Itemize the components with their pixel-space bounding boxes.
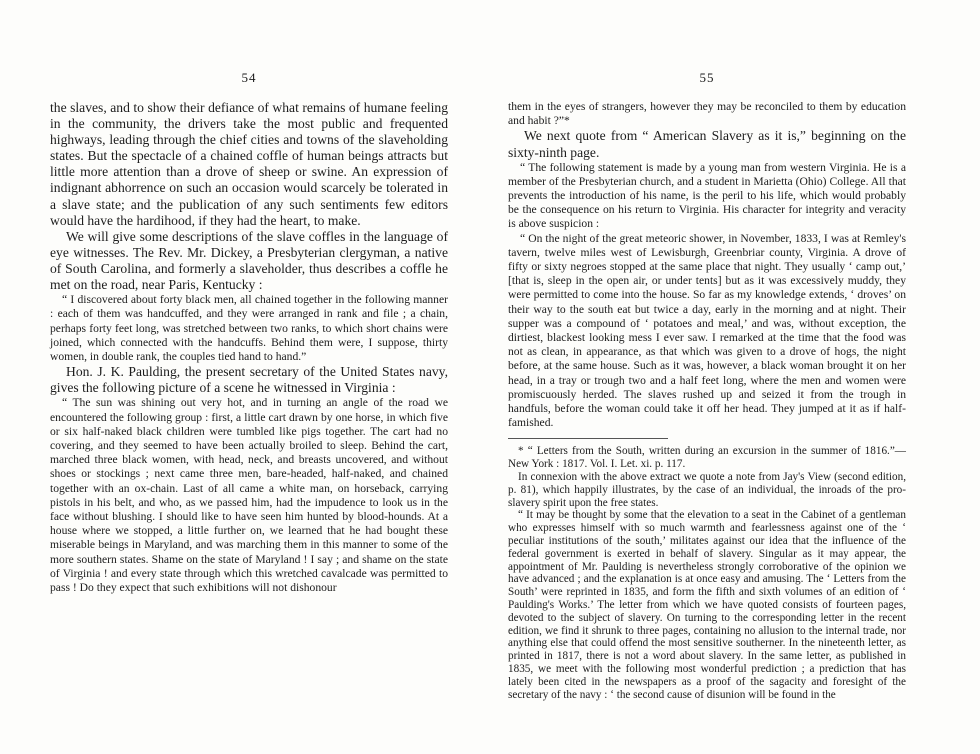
block-quote: “ I discovered about forty black men, all chained together in the following manner : each of them was handcuffed, and they were arranged in rank and file ; a chain, perhaps forty feet long, was stretched between two ranks, to which short chains were joined, which connected with the handcuffs. Behind them were, I suppose, thirty women, in double rank, the couples tied hand to hand.” — [50, 293, 448, 363]
footnote-divider — [508, 438, 668, 439]
paragraph: We will give some descriptions of the slave coffles in the language of eye witnesses. The Rev. Mr. Dickey, a Presbyterian clergyman, a native of South Carolina, and formerly a slaveholder, thus describes a coffle he met on the road, near Paris, Kentucky : — [50, 228, 448, 293]
page-number-right: 55 — [699, 70, 715, 85]
left-page-body — [50, 100, 448, 595]
paragraph: We next quote from “ American Slavery as it is,” beginning on the sixty-ninth page. — [508, 128, 906, 160]
paragraph: Hon. J. K. Paulding, the present secretary of the United States navy, gives the following picture of a scene he witnessed in Virginia : — [50, 364, 448, 396]
right-page — [508, 0, 906, 701]
block-quote: them in the eyes of strangers, however they may be reconciled to them by education and habit ?”* — [508, 100, 906, 128]
paragraph: the slaves, and to show their defiance of what remains of humane feeling in the community, the drivers take the most public and frequented highways, leading through the chief cities and towns of the slaveholding states. But the spectacle of a chained coffle of human beings attracts but little more attention than a drove of sheep or swine. An expression of indignant abhorrence on such an occasion would scarcely be tolerated in a slave state; and the publication of any such sentiments few editors would have the hardihood, if they had the heart, to make. — [50, 100, 448, 228]
right-page-body — [508, 100, 906, 701]
block-quote: “ The following statement is made by a young man from western Virginia. He is a member of the Presbyterian church, and a student in Marietta (Ohio) College. All that prevents the introduction of his name, is the peril to his life, which would probably be the consequence on his return to Virginia. His character for integrity and veracity is above suspicion : — [508, 160, 906, 231]
block-quote: “ On the night of the great meteoric shower, in November, 1833, I was at Remley's tavern, twelve miles west of Lewisburgh, Greenbriar county, Virginia. A drove of fifty or sixty negroes stopped at the same place that night. They usually ‘ camp out,’ [that is, sleep in the open air, or under tents] but as it was excessively muddy, they were permitted to come into the house. So far as my knowledge extends, ‘ droves’ on their way to the south eat but twice a day, early in the morning and at night. Their supper was a compound of ‘ potatoes and meal,’ and was, without exception, the dirtiest, blackest looking mess I ever saw. I remarked at the time that the food was not as clean, in appearance, as that which was given to a drove of hogs, the night before, at the same house. Such as it was, however, a black woman brought it on her head, in a tray or trough two and a half feet long, where the men and women were promiscuously herded. The slaves rushed up and seized it from the trough in handfuls, before the woman could take it off her head. They jumped at it as if half-famished. — [508, 231, 906, 430]
block-quote: “ The sun was shining out very hot, and in turning an angle of the road we encountered the following group : first, a little cart drawn by one horse, in which five or six half-naked black children were tumbled like pigs together. The cart had no covering, and they seemed to have been actually broiled to sleep. Behind the cart, marched three black women, with head, neck, and breasts uncovered, and without shoes or stockings ; next came three men, bare-headed, half-naked, and chained together with an ox-chain. Last of all came a white man, on horseback, carrying pistols in his belt, and who, as we passed him, had the impudence to look us in the face without blushing. I should like to have seen him hunted by blood-hounds. At a house where we stopped, a little further on, we learned that he had bought these miserable beings in Maryland, and was marching them in this manner to some of the more southern states. Shame on the state of Maryland ! I say ; and shame on the state of Virginia ! and every state through which this wretched cavalcade was permitted to pass ! Do they expect that such exhibitions will not dishonour — [50, 396, 448, 594]
left-page — [50, 0, 448, 595]
page-number-left: 54 — [241, 70, 257, 85]
footnote: * “ Letters from the South, written during an excursion in the summer of 1816.”—New York : 1817. Vol. I. Let. xi. p. 117. — [508, 445, 906, 471]
footnote: “ It may be thought by some that the elevation to a seat in the Cabinet of a gentleman who expresses himself with so much warmth and fearlessness against one of the ‘ peculiar institutions of the south,’ militates against our idea that the influence of the federal government is exerted in behalf of slavery. Singular as it may appear, the appointment of Mr. Paulding is nevertheless strongly corroborative of the opinion we have advanced ; and the explanation is at once easy and amusing. The ‘ Letters from the South’ were reprinted in 1835, and form the fifth and sixth volumes of an edition of ‘ Paulding's Works.’ The letter from which we have quoted consists of fourteen pages, devoted to the subject of slavery. On turning to the corresponding letter in the recent edition, we find it shrunk to three pages, containing no allusion to the internal trade, nor anything else that could offend the most sensitive southerner. In the nineteenth letter, as printed in 1817, there is not a word about slavery. In the same letter, as published in 1835, we meet with the following most wonderful prediction ; a prediction that has lately been cited in the newspapers as a proof of the sagacity and foresight of the secretary of the navy : ‘ the second cause of disunion will be found in the — [508, 509, 906, 701]
footnote: In connexion with the above extract we quote a note from Jay's View (second edition, p. 81), which happily illustrates, by the case of an individual, the inroads of the pro-slavery spirit upon the free states. — [508, 471, 906, 509]
